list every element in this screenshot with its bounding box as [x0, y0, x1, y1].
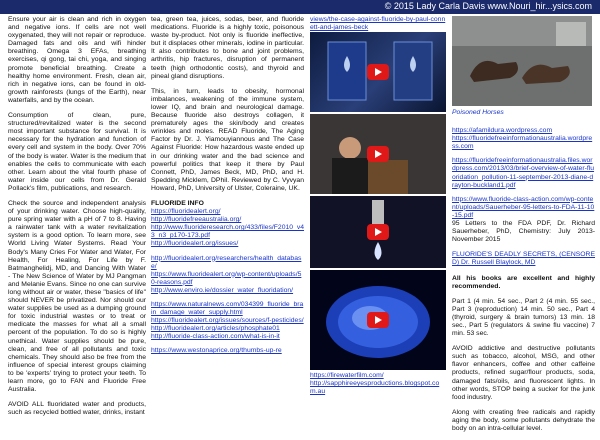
paragraph-fluoride-effects: This, in turn, leads to obesity, hormonal imbalances, weakening of the immune system, lower IQ, and brain and neurological damage. Because fluoride also destroys collagen, it prematurely ages the skin/body and creates wrinkles and moles. READ Fluoride, The Aging Factor by Dr. J. Yiamouyiannous and The Case Against Fluoride: How hazardous waste ended up in our drinking water and the bad science and powerful politics that keep it there by Paul Connett, PhD, James Beck, MD, PhD, and H. Spedding Micklem, DPhil. Reviewed by C. Vyvyan Howard, PhD, University of Ulster, Coleraine, UK.: [151, 87, 304, 192]
link-sauerheber-letters[interactable]: https://www.fluoride-class-action.com/wp-content/uploads/Sauerheber-95-letters-to-FDA-11-10-15.pdf: [452, 195, 595, 219]
link-fluoridefree-australia[interactable]: http://fluoridefreeaustralia.org/: [151, 216, 242, 224]
link-health-database[interactable]: http://fluoridealert.org/researchers/health_database/: [151, 254, 302, 270]
video-parts-list: Part 1 (4 min. 54 sec., Part 2 (4 min. 55 sec., Part 3 (reproduction) 14 min. 50 sec., Part 4 (thyroid, surgery & brain tumors) 13 min. 18 sec., Part 5 (regulators & swine flu vaccine) 7 min. 53 sec.: [452, 297, 595, 338]
link-fluorideresearch-pdf[interactable]: http://www.fluorideresearch.org/433/files/F2010_v43_n3_p170-173.pdf: [151, 224, 305, 240]
column-4: [452, 16, 595, 440]
video-thumbnail-2[interactable]: [310, 114, 446, 194]
deadly-secrets-title: FLUORIDE'S DEADLY SECRETS, (CENSORED) Dr. Russell Blaylock, MD: [452, 251, 595, 267]
books-recommendation: All his books are excellent and highly recommended.: [452, 274, 595, 290]
link-afamildura[interactable]: https://afamildura.wordpress.com: [452, 127, 553, 135]
poisoned-horses-photo: [452, 16, 592, 106]
link-50-reasons[interactable]: https://www.fluoridealert.org/wp-content/uploads/50-reasons.pdf: [151, 270, 302, 286]
paragraph-fluoride-toxic: tea, green tea, juices, sodas, beer, and fluoride medications. Fluoride is a highly toxic, poisonous waste by-product. Not only is fluoride ineffective, but it displaces other minerals, iodine in particular. It also contributes to bone and joint problems, arthritis, hip fractures, disruption of permanent teeth (high orthodontic costs), and thyroid and pineal gland disruptions.: [151, 16, 304, 80]
link-fluoridealert-issues[interactable]: http://fluoridealert.org/issues/: [151, 240, 239, 248]
paragraph-free-radicals: Along with creating free radicals and rapidly aging the body, some pollutants dehydrate the body on an intra-cellular level.: [452, 408, 595, 432]
copyright-text: © 2015 Lady Carla Davis www.Nouri_hir...ysics.com: [384, 1, 592, 11]
paragraph-avoid-fluoride: AVOID ALL fluoridated water and products, such as recycled bottled water, drinks, instant: [8, 401, 146, 417]
play-icon[interactable]: [367, 312, 389, 328]
link-fluoridealert[interactable]: https://fluoridealert.org/: [151, 208, 221, 216]
video-thumbnail-1[interactable]: [310, 32, 446, 112]
horses-image: [452, 16, 592, 106]
fluoride-info-heading: FLUORIDE INFO: [151, 199, 204, 207]
link-firewater[interactable]: https://firewaterfilm.com/: [310, 372, 384, 380]
column-2: [151, 16, 304, 356]
link-naturalnews[interactable]: https://www.naturalnews.com/034399_fluoride_brain_damage_water_supply.html: [151, 301, 304, 317]
play-icon[interactable]: [367, 146, 389, 162]
paragraph-water: Consumption of clean, pure, structured/revitalized water is the second most important substance for survival. It is necessary for the hydration and function of every cell and system in the body. Over 70% of the body is water. Water is the medium that enables the cells to communicate with each other. Learn about the vital fourth phase of water inside our cells from Dr. Gerald Pollack's film, publications, and research.: [8, 112, 146, 192]
header-bar: [0, 0, 600, 14]
link-ffia-pdf[interactable]: https://fluoridefreeinformationaustralia.files.wordpress.com/2013/03/brief-overview-of-water-fluoridation_pollution-11-september-2013-diane-drayton-buckland1.pdf: [452, 157, 595, 189]
video-thumbnail-3[interactable]: [310, 196, 446, 268]
paragraph-avoid-pollutants: AVOID addictive and destructive pollutants such as tobacco, alcohol, MSG, and other flavor enhancers, coffee and other caffeine products, refined sugar/flour products, soda, damaged fats/oils, and fluorescent lights. In other words, STOP being a sucker for the junk food industry.: [452, 345, 595, 401]
link-class-action[interactable]: http://fluoride-class-action.com/what-is-in-it: [151, 333, 280, 341]
column-3: [310, 16, 446, 396]
link-westonaprice[interactable]: https://www.westonaprice.org/thumbs-up-re: [151, 347, 282, 355]
link-case-against-review[interactable]: views/the-case-against-fluoride-by-paul-connett-and-james-beck: [310, 16, 446, 32]
fluoride-links-list: [151, 208, 304, 356]
letters-description: 95 Letters to the FDA PDF, Dr. Richard Sauerheber, PhD, Chemistry: July 2013-November 2015: [452, 220, 595, 244]
play-icon[interactable]: [367, 64, 389, 80]
link-enviro-dossier[interactable]: http://www.enviro.ie/dossier_water_fluoridation/: [151, 286, 294, 294]
paragraph-air: Ensure your air is clean and rich in oxygen and negative ions. If cells are not well oxygenated, they will not repair or reproduce. Damaged fats and oils and wifi hinder breathing. Omega 3 EFAs, breathing exercises, qi gong, tai chi, yoga, and singing promote beneficial breathing. Create a healthy home environment. Fresh, clean air, rich in negative ions, can be found in old-growth rainforests (lungs of the Earth), near waterfalls, and by the ocean.: [8, 16, 146, 104]
paragraph-drinking-water: Check the source and independent analysis of your drinking water. Choose high-quality, pure spring water with a pH of 7 to 8. Having a rainwater tank with a water revitalization system is a good option. To learn more, see World Living Water Systems. Read Your Body's Many Cries For Water and Water, For Health, For Healing, For Life by F. Batmanghelidj, MD, and Dancing With Water - The New Science of Water by MJ Pangman and Melanie Evans. Since no one can survive long without air or water, these "basics of life" should NEVER be privatized. Nor should our water supplies be used as a dumping ground for toxic industrial wastes or to treat or medicate the masses for what all a small percent of the population. To do so is highly unethical. Water supplies should be pure, clean, and free of all pollutants and toxic chemicals. They should also be free from the influence of special interest groups claiming to be 'experts' trying to protect your teeth. To learn more, go to FAN and Fluoride Free Australia.: [8, 199, 146, 394]
play-icon[interactable]: [367, 224, 389, 240]
column-1: [8, 16, 146, 424]
link-ffia-wordpress[interactable]: https://fluoridefreeinformationaustralia.wordpress.com: [452, 135, 593, 151]
link-sapphire-eyes[interactable]: http://sapphireeyesproductions.blogspot.com.au: [310, 380, 440, 396]
link-phosphate[interactable]: http://fluoridealert.org/articles/phosphate01: [151, 325, 280, 333]
link-pesticides[interactable]: https://fluoridealert.org/issues/sources/f-pesticides/: [151, 317, 304, 325]
video-thumbnail-4[interactable]: [310, 270, 446, 370]
photo-caption: Poisoned Horses: [452, 109, 504, 116]
